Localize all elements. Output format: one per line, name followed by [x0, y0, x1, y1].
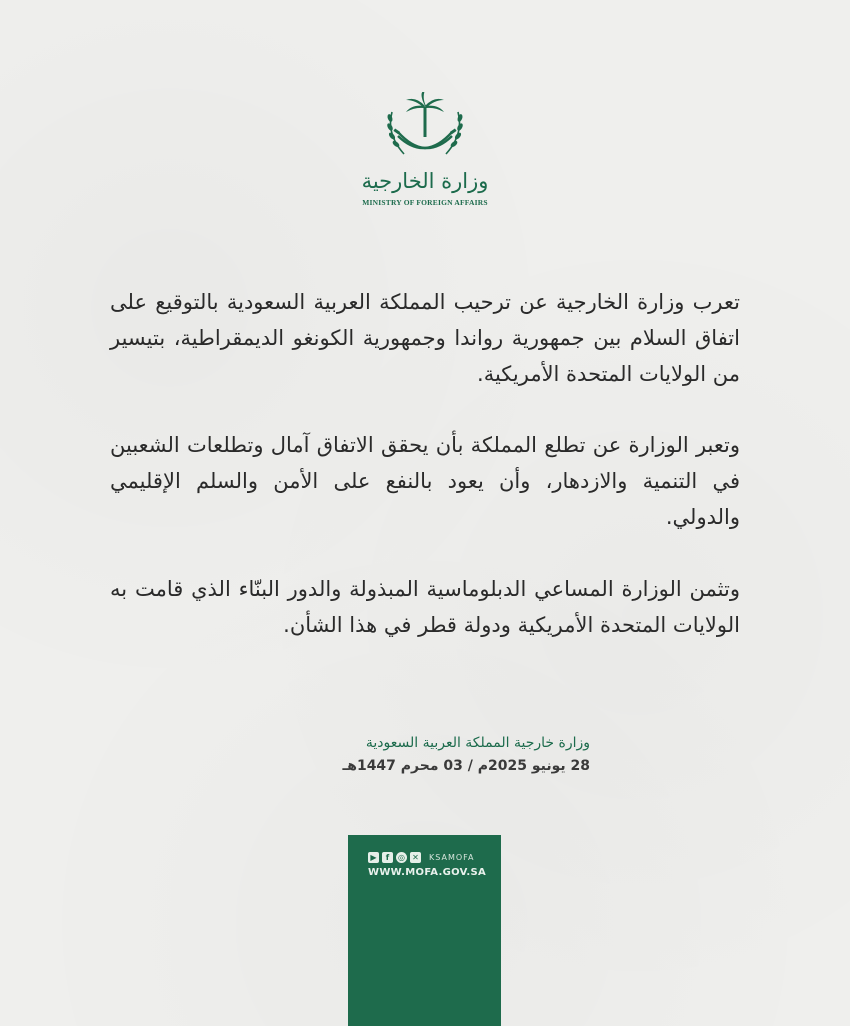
instagram-icon[interactable]: ◎: [396, 852, 407, 863]
statement-date: 28 يونيو 2025م / 03 محرم 1447هـ: [342, 758, 590, 774]
facebook-icon[interactable]: f: [382, 852, 393, 863]
statement-paragraph-3: وتثمن الوزارة المساعي الدبلوماسية المبذولة والدور البنّاء الذي قامت به الولايات المتحدة الأمريكية ودولة قطر في هذا الشأن.: [110, 577, 740, 637]
statement-paragraph-2: وتعبر الوزارة عن تطلع المملكة بأن يحقق الاتفاق آمال وتطلعات الشعبين في التنمية والازدهار، وأن يعود بالنفع على الأمن والسلم الإقليمي والدولي.: [110, 433, 740, 529]
footer-brand-panel: [348, 835, 501, 1026]
statement-paragraph-1: تعرب وزارة الخارجية عن ترحيب المملكة العربية السعودية بالتوقيع على اتفاق السلام بين جمهورية رواندا وجمهورية الكونغو الديمقراطية، بتيسير من الولايات المتحدة الأمريكية.: [110, 290, 740, 386]
x-icon[interactable]: ✕: [410, 852, 421, 863]
ministry-logo-english: MINISTRY OF FOREIGN AFFAIRS: [362, 198, 488, 207]
issuer-signature: وزارة خارجية المملكة العربية السعودية: [365, 735, 590, 751]
social-links: [368, 851, 474, 863]
ministry-logo-arabic: وزارة الخارجية: [361, 169, 489, 193]
youtube-icon[interactable]: ▶: [368, 852, 379, 863]
website-link[interactable]: WWW.MOFA.GOV.SA: [368, 867, 487, 878]
social-handle[interactable]: KSAMOFA: [429, 852, 475, 862]
saudi-emblem-icon: [378, 92, 472, 166]
